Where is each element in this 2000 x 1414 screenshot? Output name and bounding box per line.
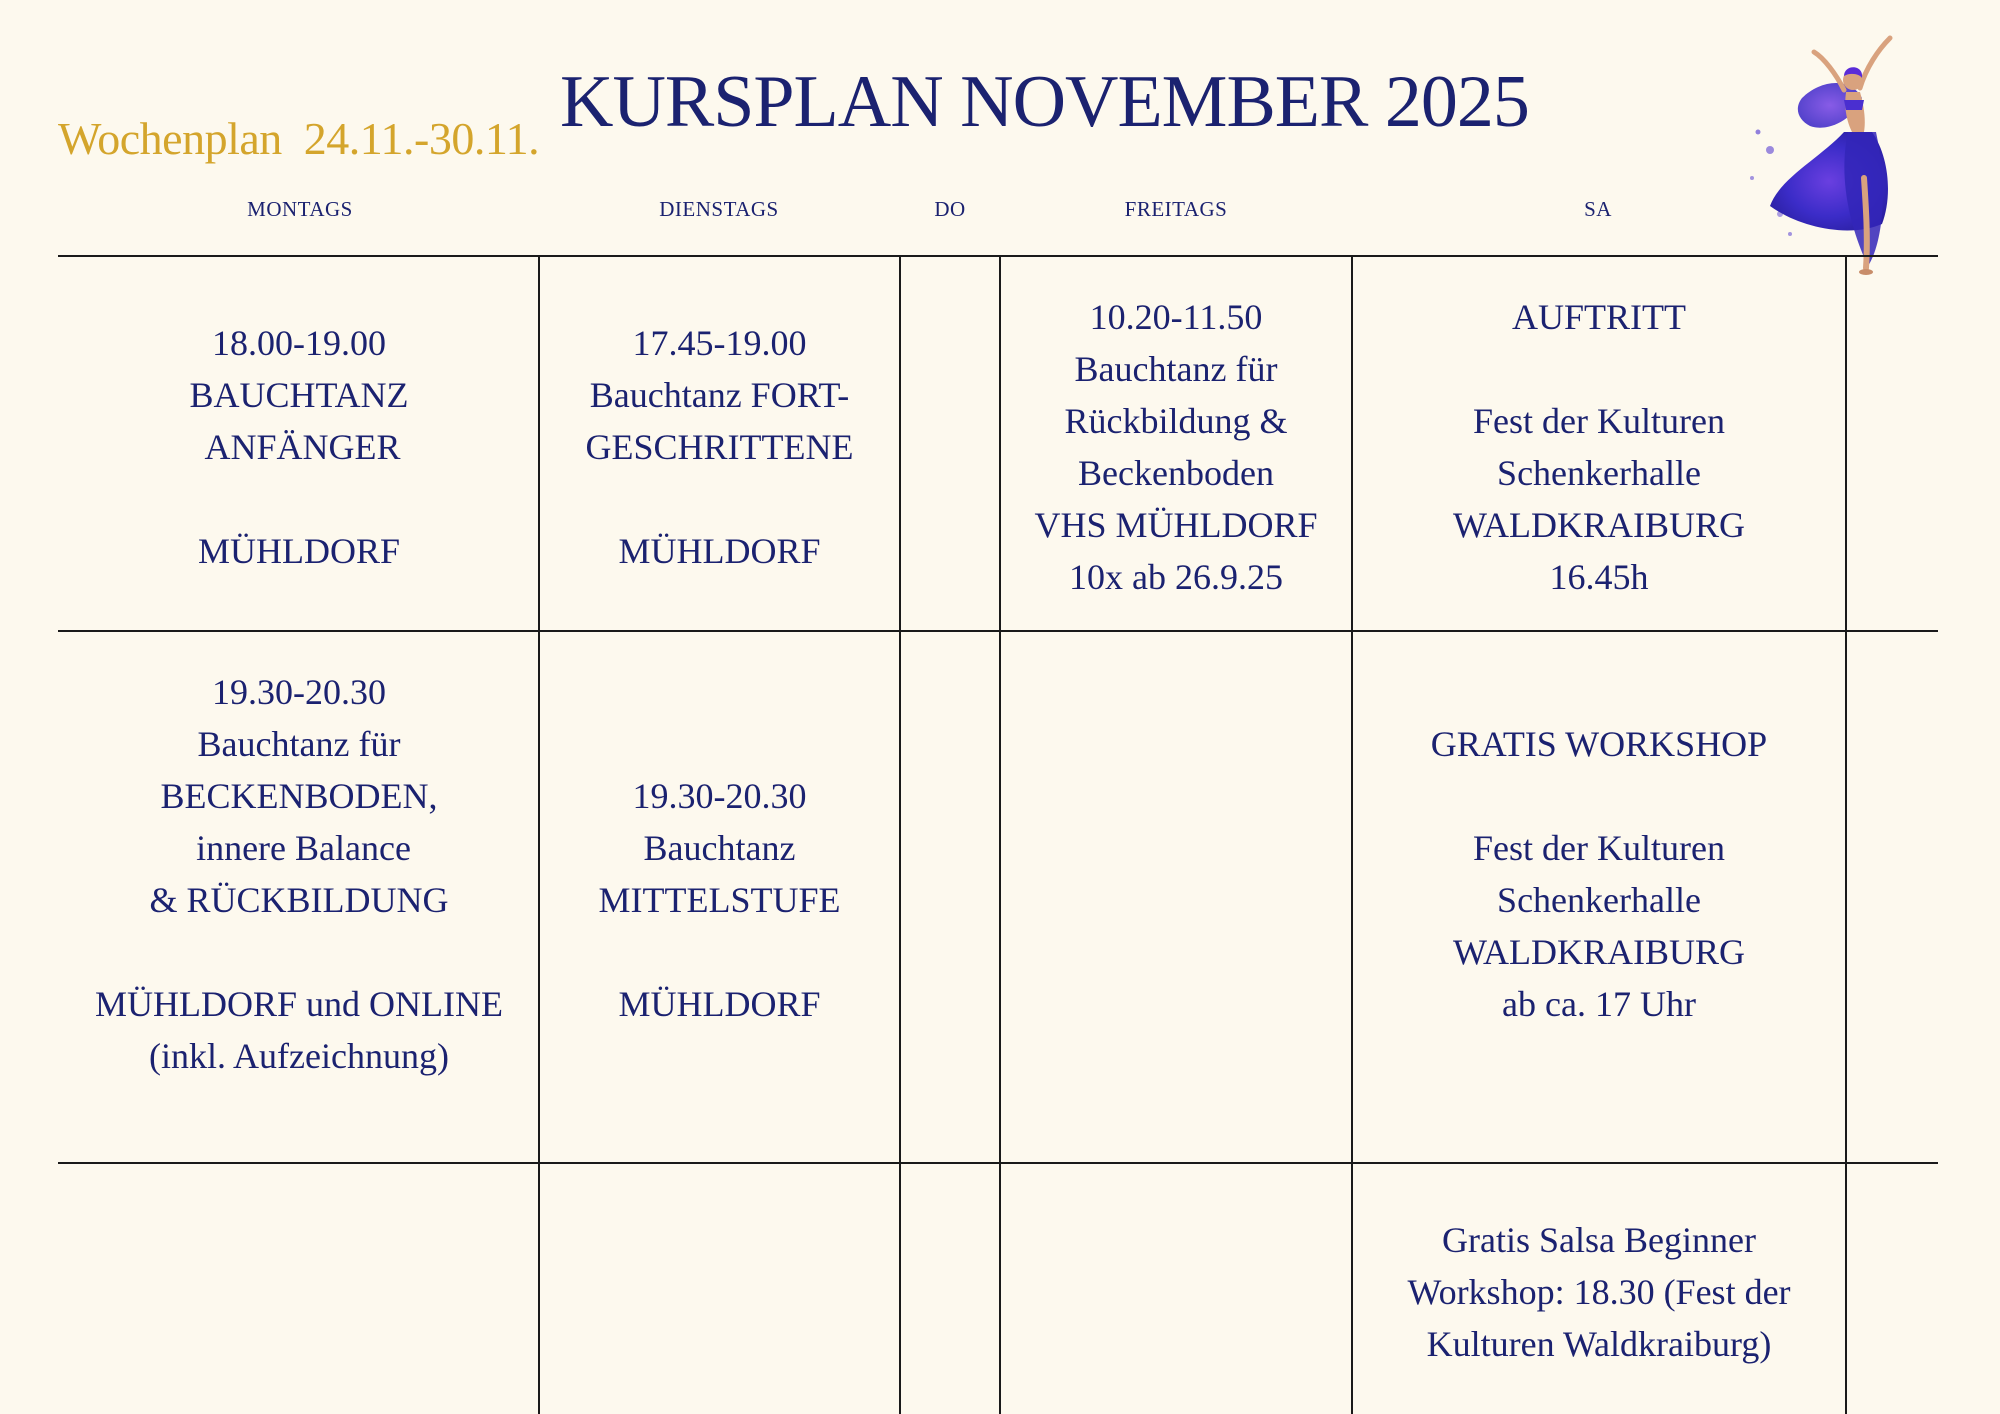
cell-line: 17.45-19.00: [632, 323, 807, 363]
cell-line: Schenkerhalle: [1497, 453, 1701, 493]
grid-line-col5: [1845, 256, 1847, 1414]
cell-line: 10.20-11.50: [1089, 297, 1263, 337]
cell-line: ANFÄNGER: [197, 427, 401, 467]
grid-line-top: [58, 255, 1938, 257]
cell-line: MITTELSTUFE: [598, 880, 841, 920]
cell-row2-sa: [1353, 718, 1845, 1030]
cell-row2-mo: [60, 666, 538, 1082]
cell-line: Bauchtanz: [643, 828, 796, 868]
cell-row1-di: [540, 317, 899, 577]
cell-line: BAUCHTANZ: [189, 375, 409, 415]
cell-row2-di: [540, 770, 899, 1030]
cell-line: Workshop: 18.30 (Fest der: [1407, 1272, 1791, 1312]
cell-row1-sa: [1353, 291, 1845, 603]
grid-line-col2: [899, 256, 901, 1414]
grid-line-row1: [58, 630, 1938, 632]
cell-line: Beckenboden: [1078, 453, 1274, 493]
cell-line: 19.30-20.30: [212, 672, 386, 712]
cell-line: GESCHRITTENE: [585, 427, 854, 467]
cell-row3-sa: [1353, 1214, 1845, 1370]
cell-line: Bauchtanz FORT-: [589, 375, 850, 415]
belly-dancer-icon: [1740, 28, 1960, 288]
cell-line: Fest der Kulturen: [1473, 828, 1725, 868]
cell-line: BECKENBODEN,: [160, 776, 438, 816]
day-label-do: DO: [934, 197, 966, 221]
cell-line: 10x ab 26.9.25: [1069, 557, 1283, 597]
day-label-di: DIENSTAGS: [659, 197, 779, 221]
cell-line: AUFTRITT: [1512, 297, 1686, 337]
cell-line: Bauchtanz für: [197, 724, 401, 764]
day-label-mo: MONTAGS: [247, 197, 353, 221]
cell-line: Fest der Kulturen: [1473, 401, 1725, 441]
cell-line: Bauchtanz für: [1074, 349, 1278, 389]
cell-line: 18.00-19.00: [212, 323, 386, 363]
cell-line: MÜHLDORF: [618, 531, 821, 571]
cell-row1-mo: [60, 317, 538, 577]
grid-line-row2: [58, 1162, 1938, 1164]
cell-line: WALDKRAIBURG: [1453, 505, 1745, 545]
cell-line: ab ca. 17 Uhr: [1502, 984, 1696, 1024]
day-label-sa: SA: [1584, 197, 1612, 221]
cell-line: MÜHLDORF: [197, 531, 401, 571]
cell-line: MÜHLDORF und ONLINE: [95, 984, 503, 1024]
cell-line: 16.45h: [1549, 557, 1649, 597]
cell-line: Rückbildung &: [1064, 401, 1288, 441]
cell-line: Kulturen Waldkraiburg): [1426, 1324, 1772, 1364]
cell-line: VHS MÜHLDORF: [1034, 505, 1318, 545]
cell-line: MÜHLDORF: [618, 984, 821, 1024]
cell-line: 19.30-20.30: [632, 776, 807, 816]
day-label-fr: FREITAGS: [1124, 197, 1228, 221]
cell-line: (inkl. Aufzeichnung): [149, 1036, 449, 1076]
page-subtitle: Wochenplan 24.11.-30.11.: [58, 113, 540, 164]
cell-line: GRATIS WORKSHOP: [1430, 724, 1768, 764]
cell-line: innere Balance: [187, 828, 411, 868]
cell-line: WALDKRAIBURG: [1453, 932, 1745, 972]
cell-line: & RÜCKBILDUNG: [149, 880, 449, 920]
cell-line: Gratis Salsa Beginner: [1442, 1220, 1756, 1260]
cell-row1-fr: [1001, 291, 1351, 603]
page-title: KURSPLAN NOVEMBER 2025: [560, 61, 1529, 143]
cell-line: Schenkerhalle: [1497, 880, 1701, 920]
